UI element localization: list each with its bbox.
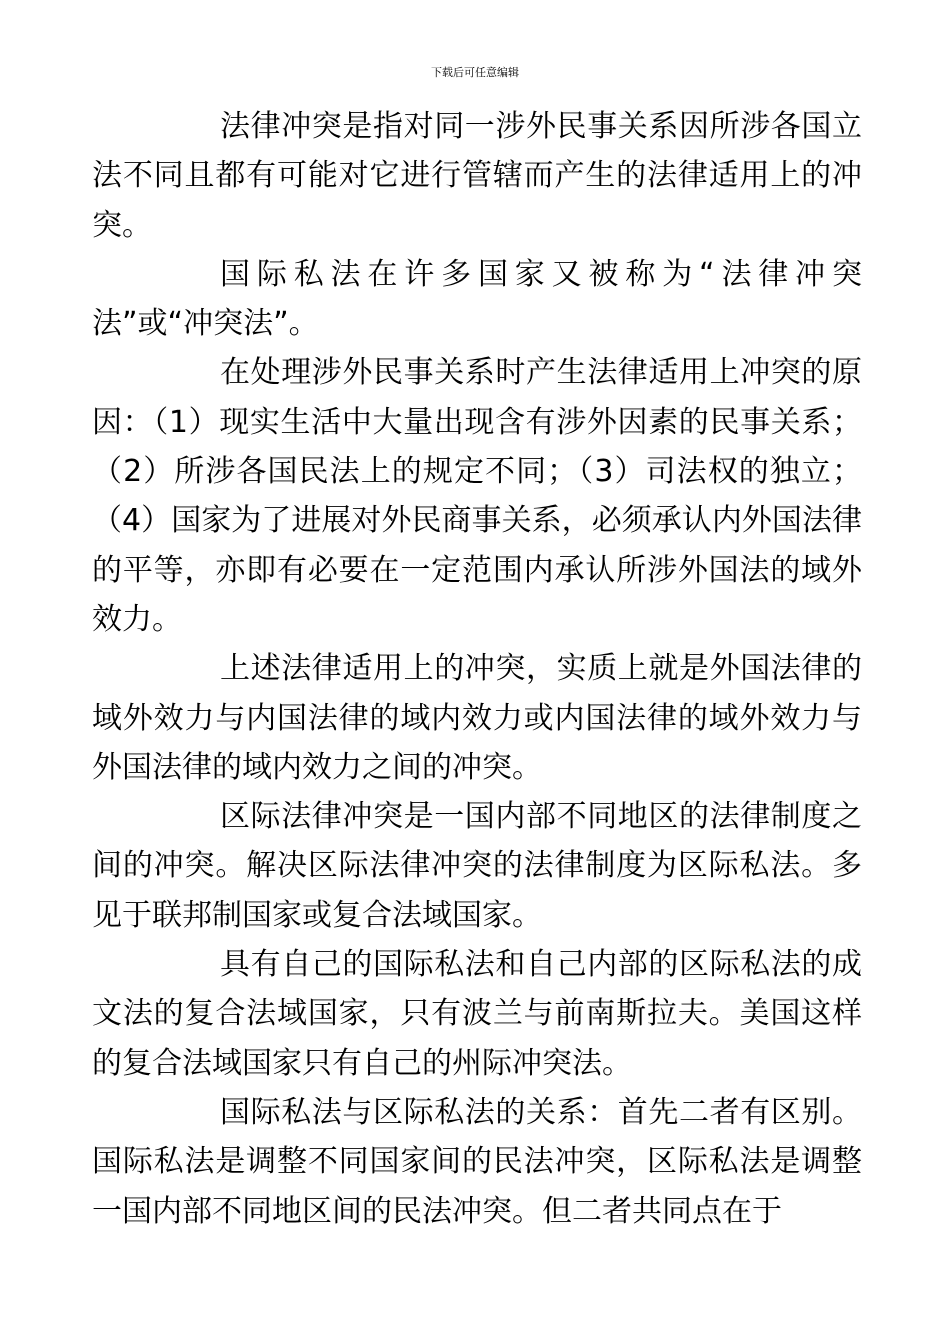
paragraph-conflict-of-laws-name: 国际私法在许多国家又被称为“法律冲突法”或“冲突法”。	[92, 256, 862, 342]
paragraph-law-conflict-definition: 法律冲突是指对同一涉外民事关系因所涉各国立法不同且都有可能对它进行管辖而产生的法律适用上的冲突。	[92, 109, 862, 243]
paragraph-composite-jurisdictions: 具有自己的国际私法和自己内部的区际私法的成文法的复合法域国家，只有波兰与前南斯拉夫。美国这样的复合法域国家只有自己的州际冲突法。	[92, 947, 862, 1081]
paragraph-conflict-essence: 上述法律适用上的冲突，实质上就是外国法律的域外效力与内国法律的域内效力或内国法律的域外效力与外国法律的域内效力之间的冲突。	[92, 651, 862, 785]
paragraph-private-law-relationship: 国际私法与区际私法的关系：首先二者有区别。国际私法是调整不同国家间的民法冲突，区际私法是调整一国内部不同地区间的民法冲突。但二者共同点在于	[92, 1094, 862, 1229]
document-body	[92, 102, 862, 1236]
page-header: 下载后可任意编辑	[431, 66, 519, 79]
paragraph-interregional-conflict: 区际法律冲突是一国内部不同地区的法律制度之间的冲突。解决区际法律冲突的法律制度为区际私法。多见于联邦制国家或复合法域国家。	[92, 799, 862, 933]
paragraph-causes-of-conflict: 在处理涉外民事关系时产生法律适用上冲突的原因：（1）现实生活中大量出现含有涉外因素的民事关系；（2）所涉各国民法上的规定不同；（3）司法权的独立；（4）国家为了进展对外民商事关系，必须承认内外国法律的平等，亦即有必要在一定范围内承认所涉外国法的域外效力。	[92, 355, 862, 637]
